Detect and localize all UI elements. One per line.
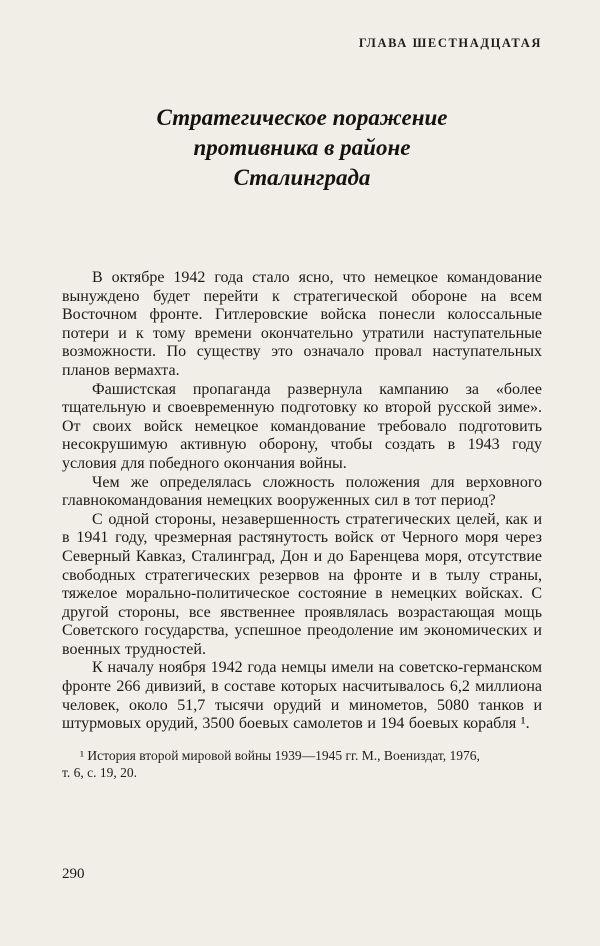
chapter-title-line: противника в районе bbox=[193, 135, 411, 160]
footnote-line: ¹ История второй мировой войны 1939—1945 гг. М., Воениздат, 1976, bbox=[80, 747, 480, 763]
paragraph: В октябре 1942 года стало ясно, что немецкое командование вынуждено будет перейти к стратегической обороне на всем Восточном фронте. Гитлеровские войска понесли колоссальные потери и к тому времени окончательно утратили наступательные возможности. По существу это означало провал наступательных планов вермахта. bbox=[62, 269, 542, 379]
footnote bbox=[62, 747, 542, 781]
page-number: 290 bbox=[62, 866, 85, 882]
paragraph: Чем же определялась сложность положения для верховного главнокомандования немецких вооруженных сил в тот период? bbox=[62, 473, 542, 510]
paragraph: Фашистская пропаганда развернула кампанию за «более тщательную и своевременную подготовку ко второй русской зиме». От своих войск немецкое командование требовало подготовить несокрушимую активную оборону, чтобы создать в 1943 году условия для победного окончания войны. bbox=[62, 380, 542, 472]
footnote-line: т. 6, с. 19, 20. bbox=[62, 764, 138, 780]
chapter-title-line: Стратегическое поражение bbox=[156, 105, 448, 130]
chapter-title-line: Сталинграда bbox=[233, 165, 371, 190]
paragraph: С одной стороны, незавершенность стратегических целей, как и в 1941 году, чрезмерная растянутость войск от Черного моря через Северный Кавказ, Сталинград, Дон и до Баренцева моря, отсутствие свободных стратегических резервов на фронте и в тылу страны, тяжелое морально-политическое состояние в немецких войсках. С другой стороны, все явственнее проявлялась возрастающая мощь Советского государства, успешное преодоление им экономических и военных трудностей. bbox=[62, 510, 542, 658]
paragraph: К началу ноября 1942 года немцы имели на советско-германском фронте 266 дивизий, в составе которых насчитывалось 6,2 миллиона человек, около 51,7 тысячи орудий и минометов, 5080 танков и штурмовых орудий, 3500 боевых самолетов и 194 боевых корабля ¹. bbox=[62, 659, 542, 733]
body-text bbox=[62, 269, 542, 734]
chapter-title bbox=[62, 103, 542, 193]
running-head: ГЛАВА ШЕСТНАДЦАТАЯ bbox=[358, 36, 542, 50]
